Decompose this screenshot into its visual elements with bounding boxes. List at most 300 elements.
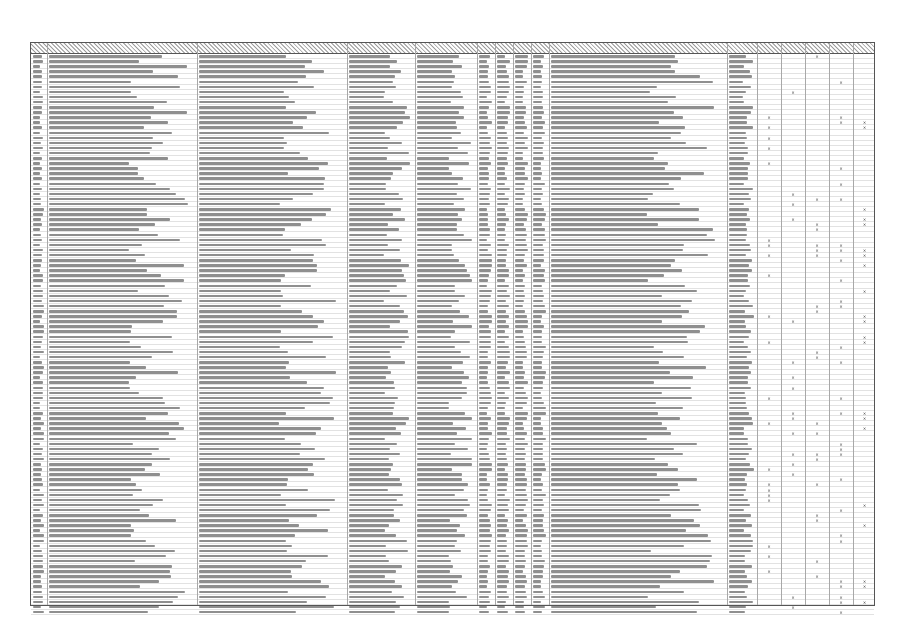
illegible-text-placeholder — [515, 70, 523, 73]
illegible-cell — [533, 65, 547, 68]
illegible-text-placeholder — [49, 208, 147, 211]
illegible-text-placeholder — [49, 412, 168, 415]
illegible-text-placeholder — [551, 193, 653, 196]
illegible-cell — [497, 254, 511, 257]
illegible-cell — [33, 152, 45, 155]
illegible-text-placeholder — [729, 81, 743, 84]
illegible-cell — [417, 172, 475, 175]
illegible-text-placeholder — [497, 489, 507, 492]
illegible-text-placeholder — [49, 407, 180, 410]
illegible-text-placeholder — [33, 591, 42, 594]
illegible-text-placeholder — [33, 356, 40, 359]
illegible-text-placeholder — [479, 402, 491, 405]
check-mark-icon: × — [862, 584, 867, 590]
illegible-text-placeholder — [729, 509, 744, 512]
illegible-text-placeholder — [349, 606, 400, 609]
illegible-text-placeholder — [49, 591, 185, 594]
illegible-cell — [515, 305, 529, 308]
illegible-cell — [533, 468, 547, 471]
illegible-text-placeholder — [349, 524, 389, 527]
illegible-text-placeholder — [551, 591, 684, 594]
illegible-text-placeholder — [515, 412, 528, 415]
illegible-cell — [551, 468, 725, 471]
illegible-text-placeholder — [349, 96, 384, 99]
illegible-cell — [33, 325, 45, 328]
illegible-text-placeholder — [33, 218, 41, 221]
illegible-text-placeholder — [33, 585, 42, 588]
illegible-cell — [729, 570, 755, 573]
illegible-cell — [497, 478, 511, 481]
illegible-text-placeholder — [199, 438, 285, 441]
illegible-text-placeholder — [199, 534, 295, 537]
illegible-cell — [497, 438, 511, 441]
illegible-cell — [515, 188, 529, 191]
check-mark-icon: × — [815, 558, 819, 564]
illegible-text-placeholder — [49, 132, 172, 135]
illegible-cell — [49, 336, 195, 339]
illegible-text-placeholder — [199, 529, 328, 532]
illegible-text-placeholder — [199, 453, 300, 456]
column-header — [47, 43, 197, 53]
illegible-cell — [49, 116, 195, 119]
illegible-cell — [199, 366, 345, 369]
illegible-text-placeholder — [515, 519, 523, 522]
illegible-cell — [497, 341, 511, 344]
illegible-cell — [533, 121, 547, 124]
illegible-text-placeholder — [551, 555, 712, 558]
illegible-text-placeholder — [729, 443, 748, 446]
illegible-text-placeholder — [417, 330, 455, 333]
illegible-text-placeholder — [33, 443, 40, 446]
illegible-cell — [497, 453, 511, 456]
illegible-cell — [417, 162, 475, 165]
illegible-text-placeholder — [497, 565, 506, 568]
illegible-text-placeholder — [497, 218, 509, 221]
illegible-text-placeholder — [349, 448, 390, 451]
illegible-text-placeholder — [349, 534, 396, 537]
illegible-text-placeholder — [417, 509, 464, 512]
illegible-text-placeholder — [199, 126, 303, 129]
illegible-cell — [349, 167, 413, 170]
illegible-cell — [729, 208, 755, 211]
illegible-text-placeholder — [497, 70, 507, 73]
illegible-text-placeholder — [479, 443, 488, 446]
illegible-text-placeholder — [349, 279, 406, 282]
illegible-text-placeholder — [729, 183, 744, 186]
illegible-text-placeholder — [551, 75, 700, 78]
illegible-text-placeholder — [199, 397, 333, 400]
illegible-cell — [417, 65, 475, 68]
illegible-cell — [551, 116, 725, 119]
illegible-text-placeholder — [497, 397, 509, 400]
illegible-text-placeholder — [551, 167, 665, 170]
illegible-text-placeholder — [533, 274, 544, 277]
check-mark-icon: × — [862, 426, 867, 432]
illegible-text-placeholder — [33, 198, 41, 201]
illegible-text-placeholder — [551, 489, 680, 492]
illegible-cell — [479, 438, 493, 441]
illegible-cell — [33, 244, 45, 247]
illegible-text-placeholder — [417, 570, 450, 573]
illegible-cell — [33, 336, 45, 339]
illegible-cell — [533, 234, 547, 237]
illegible-text-placeholder — [349, 570, 396, 573]
illegible-text-placeholder — [515, 494, 527, 497]
illegible-cell — [479, 392, 493, 395]
illegible-text-placeholder — [729, 121, 747, 124]
illegible-cell — [417, 81, 475, 84]
illegible-cell — [515, 234, 529, 237]
illegible-text-placeholder — [417, 580, 458, 583]
illegible-text-placeholder — [33, 75, 42, 78]
column-header — [531, 43, 549, 53]
illegible-cell — [417, 534, 475, 537]
illegible-cell — [49, 427, 195, 430]
illegible-cell — [479, 346, 493, 349]
illegible-text-placeholder — [515, 596, 527, 599]
column-divider — [727, 43, 728, 605]
illegible-cell — [349, 570, 413, 573]
illegible-cell — [199, 86, 345, 89]
illegible-text-placeholder — [349, 427, 396, 430]
illegible-cell — [49, 259, 195, 262]
illegible-cell — [417, 147, 475, 150]
illegible-text-placeholder — [515, 534, 527, 537]
illegible-cell — [497, 218, 511, 221]
illegible-text-placeholder — [33, 417, 41, 420]
illegible-cell — [417, 203, 475, 206]
illegible-cell — [533, 509, 547, 512]
illegible-text-placeholder — [33, 570, 44, 573]
illegible-cell — [551, 422, 725, 425]
illegible-text-placeholder — [497, 101, 505, 104]
illegible-cell — [199, 325, 345, 328]
illegible-cell — [551, 55, 725, 58]
illegible-cell — [479, 585, 493, 588]
illegible-cell — [33, 167, 45, 170]
illegible-cell — [33, 346, 45, 349]
illegible-text-placeholder — [515, 193, 525, 196]
illegible-cell — [497, 463, 511, 466]
illegible-cell — [49, 432, 195, 435]
illegible-cell — [199, 193, 345, 196]
illegible-cell — [497, 336, 511, 339]
illegible-cell — [551, 443, 725, 446]
illegible-text-placeholder — [417, 101, 451, 104]
illegible-cell — [49, 285, 195, 288]
illegible-text-placeholder — [479, 101, 492, 104]
illegible-cell — [417, 249, 475, 252]
illegible-text-placeholder — [349, 167, 402, 170]
illegible-text-placeholder — [33, 55, 42, 58]
illegible-text-placeholder — [479, 397, 492, 400]
illegible-cell — [199, 65, 345, 68]
illegible-cell — [515, 254, 529, 257]
illegible-cell — [49, 239, 195, 242]
illegible-text-placeholder — [349, 244, 388, 247]
illegible-text-placeholder — [417, 305, 452, 308]
illegible-text-placeholder — [479, 371, 488, 374]
illegible-cell — [479, 504, 493, 507]
illegible-text-placeholder — [497, 463, 508, 466]
illegible-text-placeholder — [533, 162, 541, 165]
illegible-text-placeholder — [349, 91, 385, 94]
illegible-text-placeholder — [349, 432, 401, 435]
illegible-text-placeholder — [551, 381, 654, 384]
illegible-cell — [199, 239, 345, 242]
illegible-cell — [497, 483, 511, 486]
illegible-text-placeholder — [49, 381, 129, 384]
illegible-text-placeholder — [479, 223, 488, 226]
illegible-cell — [551, 591, 725, 594]
check-mark-icon: × — [862, 222, 867, 228]
illegible-text-placeholder — [479, 116, 488, 119]
illegible-text-placeholder — [349, 509, 394, 512]
illegible-cell — [479, 269, 493, 272]
illegible-cell — [49, 70, 195, 73]
column-header — [197, 43, 347, 53]
illegible-text-placeholder — [33, 381, 43, 384]
illegible-text-placeholder — [515, 86, 524, 89]
illegible-text-placeholder — [515, 565, 525, 568]
check-mark-icon: × — [862, 523, 867, 529]
illegible-cell — [417, 91, 475, 94]
illegible-cell — [33, 60, 45, 63]
illegible-text-placeholder — [533, 300, 543, 303]
illegible-cell — [533, 126, 547, 129]
illegible-text-placeholder — [33, 402, 40, 405]
illegible-text-placeholder — [349, 412, 393, 415]
illegible-text-placeholder — [479, 65, 489, 68]
check-mark-icon: × — [791, 604, 795, 610]
illegible-text-placeholder — [349, 142, 402, 145]
illegible-text-placeholder — [49, 264, 184, 267]
illegible-cell — [199, 183, 345, 186]
illegible-text-placeholder — [49, 341, 130, 344]
illegible-text-placeholder — [417, 269, 467, 272]
illegible-cell — [417, 565, 475, 568]
illegible-text-placeholder — [49, 545, 155, 548]
check-mark-icon: × — [815, 227, 819, 233]
illegible-text-placeholder — [497, 402, 506, 405]
illegible-text-placeholder — [349, 208, 401, 211]
illegible-text-placeholder — [49, 514, 149, 517]
illegible-text-placeholder — [497, 264, 506, 267]
illegible-text-placeholder — [33, 310, 44, 313]
illegible-text-placeholder — [417, 126, 457, 129]
illegible-cell — [497, 494, 511, 497]
illegible-cell — [515, 565, 529, 568]
illegible-cell — [729, 494, 755, 497]
illegible-text-placeholder — [497, 468, 505, 471]
illegible-text-placeholder — [729, 346, 748, 349]
illegible-cell — [479, 96, 493, 99]
column-header — [495, 43, 513, 53]
illegible-text-placeholder — [533, 325, 544, 328]
illegible-text-placeholder — [349, 65, 390, 68]
illegible-text-placeholder — [533, 601, 541, 604]
illegible-cell — [349, 142, 413, 145]
illegible-cell — [533, 545, 547, 548]
illegible-text-placeholder — [479, 392, 491, 395]
illegible-cell — [515, 509, 529, 512]
illegible-cell — [417, 239, 475, 242]
illegible-text-placeholder — [515, 91, 524, 94]
illegible-cell — [533, 524, 547, 527]
illegible-cell — [349, 402, 413, 405]
illegible-text-placeholder — [515, 473, 525, 476]
illegible-text-placeholder — [49, 534, 131, 537]
illegible-text-placeholder — [729, 341, 744, 344]
illegible-text-placeholder — [515, 422, 523, 425]
illegible-text-placeholder — [33, 540, 44, 543]
illegible-text-placeholder — [515, 142, 525, 145]
illegible-cell — [33, 458, 45, 461]
illegible-text-placeholder — [479, 228, 490, 231]
illegible-text-placeholder — [497, 198, 509, 201]
illegible-cell — [551, 540, 725, 543]
illegible-text-placeholder — [497, 188, 510, 191]
illegible-cell — [497, 443, 511, 446]
illegible-text-placeholder — [417, 55, 459, 58]
illegible-cell — [49, 244, 195, 247]
check-mark-icon: × — [862, 288, 867, 294]
illegible-text-placeholder — [551, 330, 700, 333]
illegible-cell — [33, 478, 45, 481]
illegible-cell — [551, 356, 725, 359]
illegible-text-placeholder — [49, 285, 165, 288]
illegible-text-placeholder — [199, 570, 291, 573]
illegible-cell — [479, 264, 493, 267]
illegible-text-placeholder — [479, 208, 487, 211]
illegible-text-placeholder — [729, 55, 746, 58]
illegible-cell — [349, 279, 413, 282]
illegible-cell — [497, 325, 511, 328]
illegible-text-placeholder — [497, 55, 505, 58]
illegible-text-placeholder — [497, 570, 509, 573]
illegible-text-placeholder — [551, 65, 671, 68]
illegible-cell — [49, 295, 195, 298]
illegible-cell — [33, 147, 45, 150]
illegible-text-placeholder — [33, 519, 41, 522]
check-mark-icon: × — [767, 115, 771, 121]
illegible-cell — [729, 132, 755, 135]
illegible-cell — [199, 172, 345, 175]
illegible-text-placeholder — [417, 361, 463, 364]
illegible-cell — [349, 341, 413, 344]
illegible-cell — [479, 463, 493, 466]
illegible-text-placeholder — [515, 279, 523, 282]
illegible-text-placeholder — [33, 509, 40, 512]
illegible-text-placeholder — [33, 183, 40, 186]
illegible-text-placeholder — [551, 121, 659, 124]
illegible-text-placeholder — [417, 274, 470, 277]
illegible-cell — [33, 101, 45, 104]
check-mark-icon: × — [815, 252, 819, 258]
illegible-text-placeholder — [199, 152, 300, 155]
illegible-cell — [515, 137, 529, 140]
illegible-text-placeholder — [515, 121, 525, 124]
illegible-cell — [49, 234, 195, 237]
check-mark-icon: × — [767, 145, 771, 151]
illegible-cell — [33, 402, 45, 405]
illegible-cell — [417, 387, 475, 390]
illegible-text-placeholder — [515, 96, 523, 99]
illegible-cell — [497, 106, 511, 109]
illegible-text-placeholder — [497, 96, 507, 99]
illegible-cell — [49, 142, 195, 145]
illegible-text-placeholder — [349, 116, 410, 119]
illegible-cell — [729, 540, 755, 543]
illegible-text-placeholder — [515, 254, 525, 257]
illegible-text-placeholder — [551, 371, 670, 374]
illegible-text-placeholder — [533, 483, 543, 486]
illegible-text-placeholder — [49, 453, 152, 456]
illegible-cell — [199, 264, 345, 267]
illegible-cell — [417, 70, 475, 73]
illegible-cell — [349, 580, 413, 583]
illegible-text-placeholder — [349, 259, 401, 262]
illegible-cell — [497, 60, 511, 63]
illegible-text-placeholder — [33, 463, 41, 466]
illegible-cell — [515, 300, 529, 303]
illegible-text-placeholder — [33, 580, 41, 583]
illegible-cell — [33, 218, 45, 221]
illegible-text-placeholder — [729, 514, 751, 517]
illegible-text-placeholder — [729, 540, 753, 543]
illegible-cell — [533, 591, 547, 594]
illegible-text-placeholder — [199, 580, 321, 583]
illegible-cell — [417, 269, 475, 272]
illegible-text-placeholder — [417, 208, 465, 211]
illegible-cell — [497, 203, 511, 206]
illegible-cell — [729, 463, 755, 466]
illegible-text-placeholder — [417, 91, 461, 94]
illegible-text-placeholder — [349, 397, 398, 400]
illegible-cell — [497, 300, 511, 303]
illegible-text-placeholder — [49, 121, 168, 124]
illegible-text-placeholder — [729, 157, 744, 160]
illegible-text-placeholder — [33, 575, 41, 578]
illegible-text-placeholder — [551, 70, 675, 73]
illegible-cell — [551, 483, 725, 486]
illegible-text-placeholder — [729, 336, 749, 339]
illegible-cell — [479, 387, 493, 390]
illegible-text-placeholder — [515, 611, 525, 614]
illegible-text-placeholder — [551, 504, 699, 507]
illegible-cell — [729, 596, 755, 599]
illegible-cell — [729, 310, 755, 313]
illegible-cell — [729, 274, 755, 277]
illegible-text-placeholder — [729, 152, 748, 155]
illegible-cell — [551, 239, 725, 242]
illegible-cell — [551, 504, 725, 507]
illegible-text-placeholder — [729, 116, 747, 119]
illegible-text-placeholder — [729, 529, 744, 532]
illegible-cell — [729, 254, 755, 257]
illegible-text-placeholder — [49, 448, 159, 451]
illegible-cell — [349, 172, 413, 175]
illegible-text-placeholder — [533, 218, 545, 221]
illegible-text-placeholder — [551, 427, 667, 430]
illegible-cell — [479, 91, 493, 94]
illegible-cell — [729, 111, 755, 114]
illegible-cell — [349, 259, 413, 262]
illegible-text-placeholder — [49, 397, 163, 400]
illegible-cell — [497, 152, 511, 155]
illegible-text-placeholder — [497, 341, 505, 344]
illegible-text-placeholder — [515, 550, 525, 553]
